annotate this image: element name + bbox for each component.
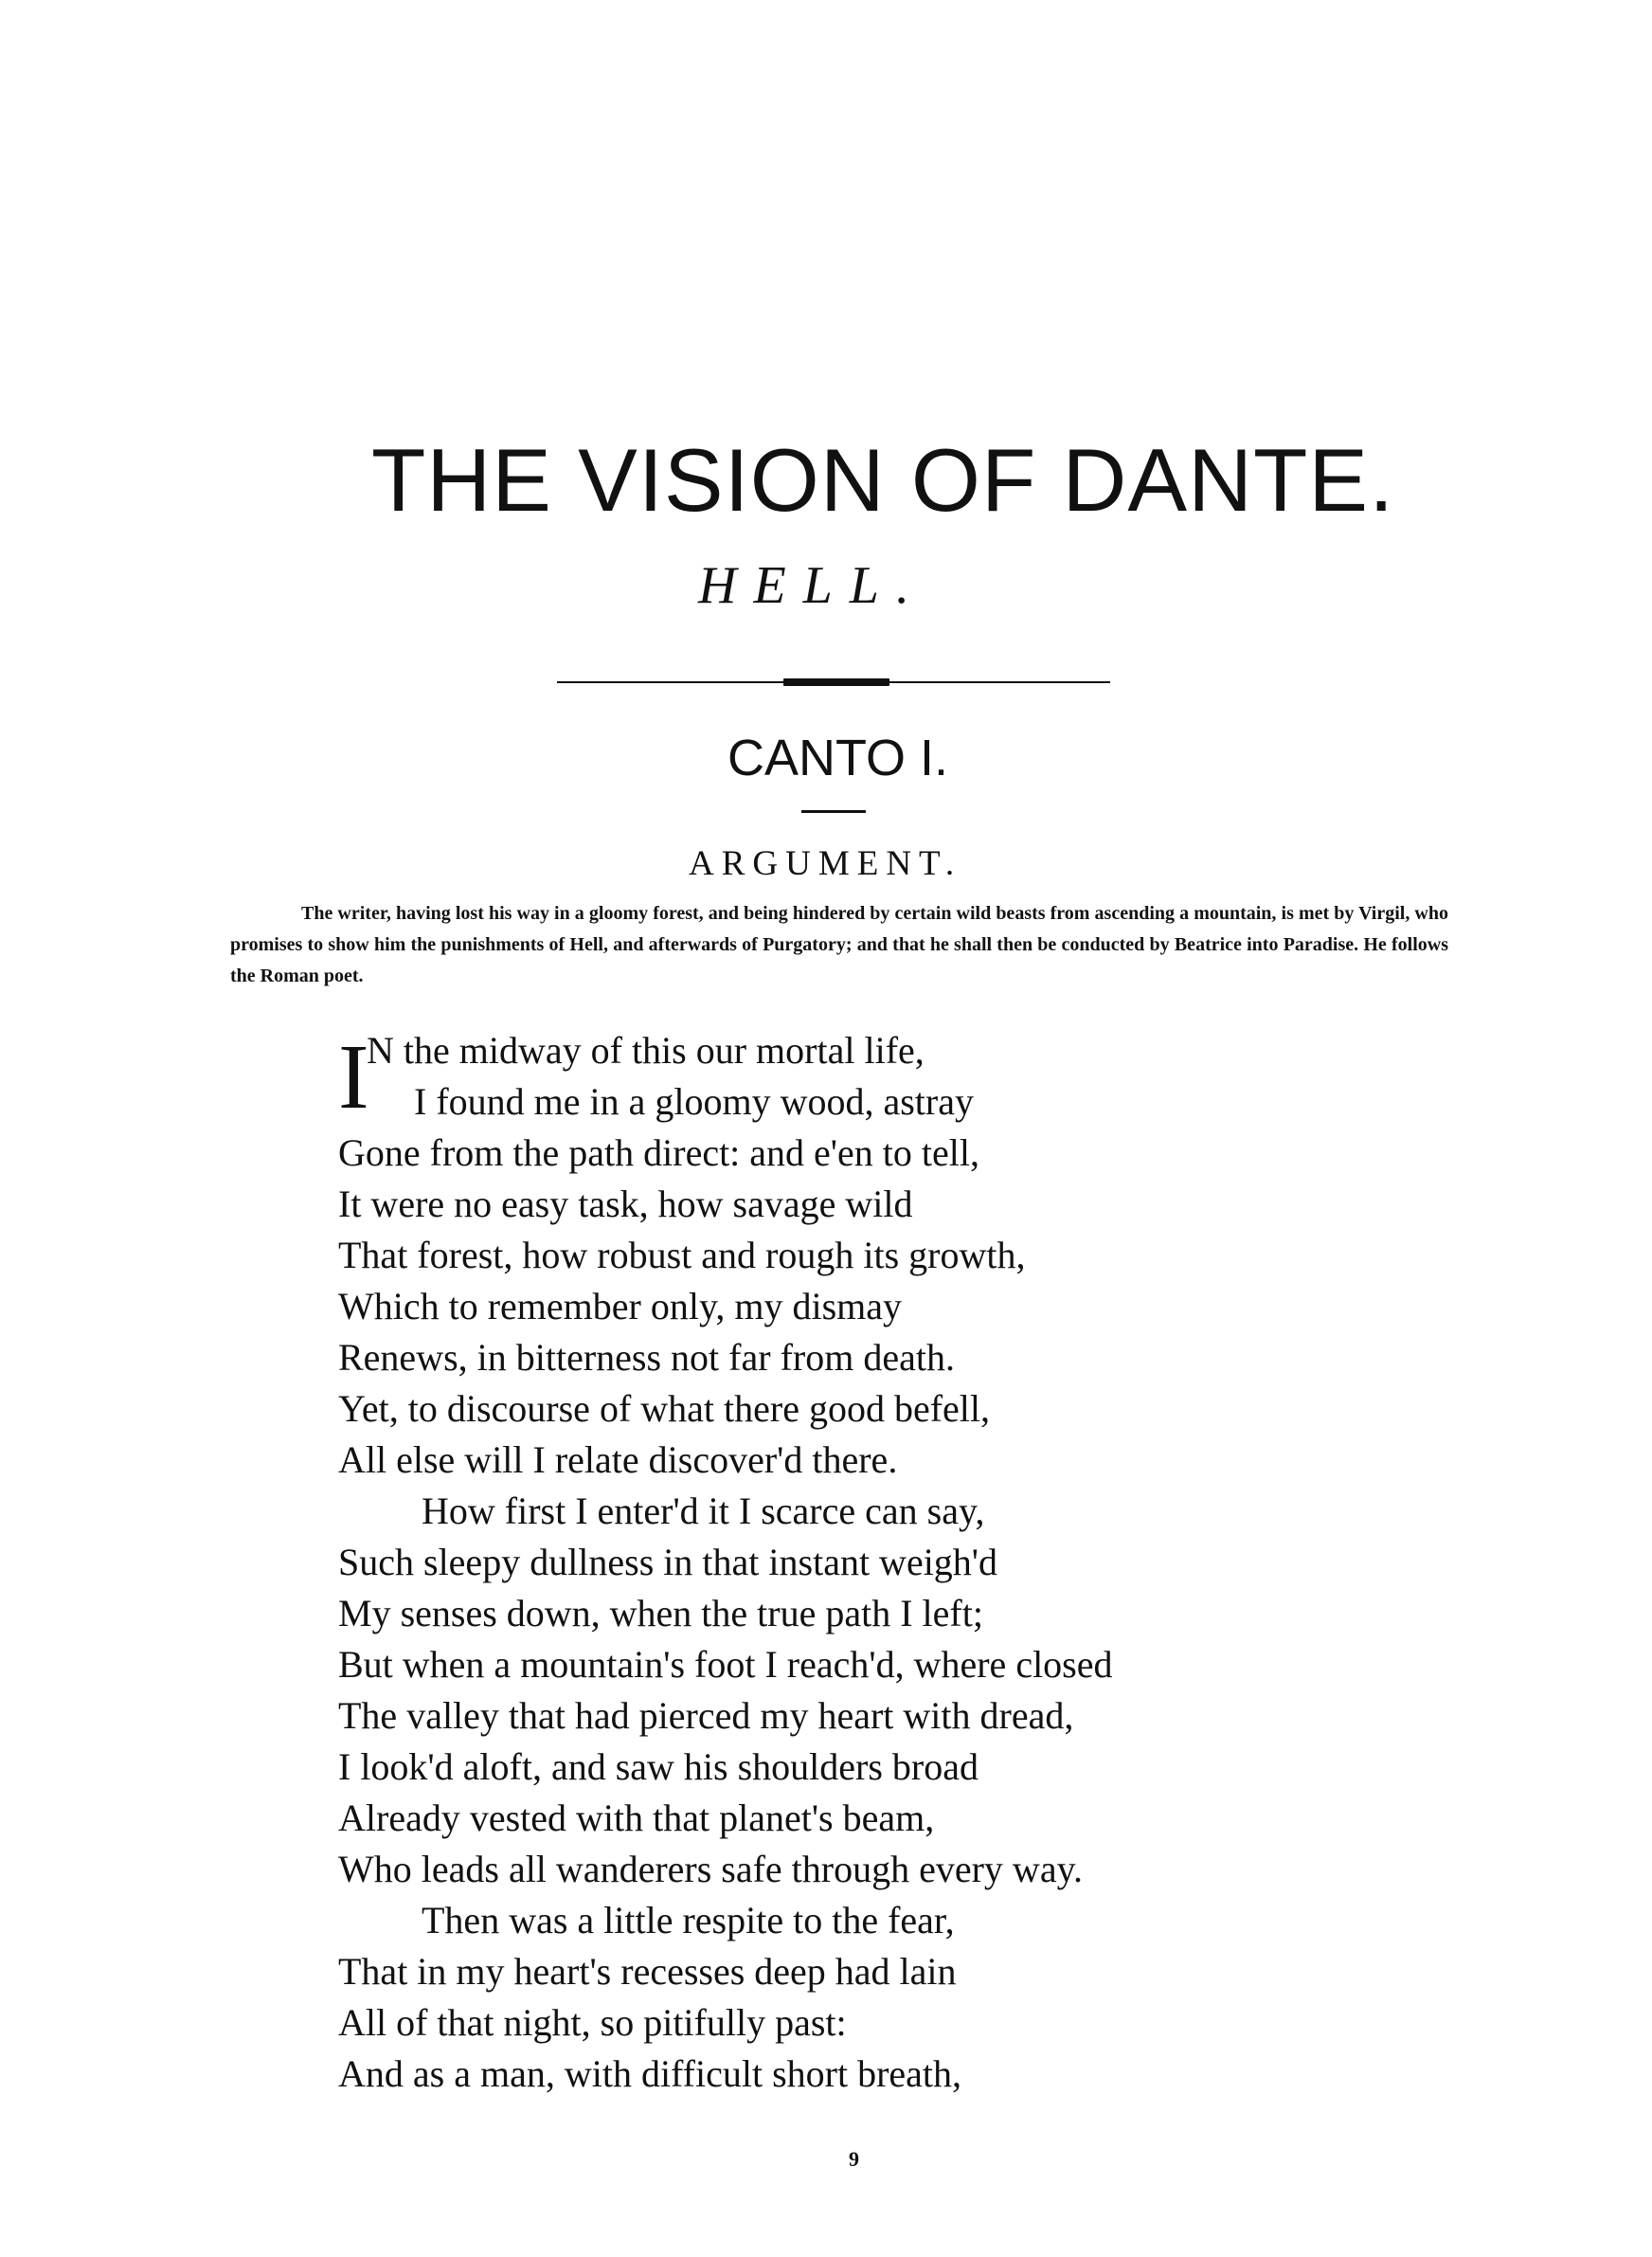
argument-text: The writer, having lost his way in a gloomy forest, and being hindered by certain wild beasts from ascending a mountain, is met by Virgil, who promises to show him the punishments of Hell, and afterwards of Purgatory; and that he shall then be conducted by Beatrice into Paradise. He follows the Roman poet. <box>230 903 1448 986</box>
argument-heading: ARGUMENT. <box>689 844 962 883</box>
verse-line: All else will I relate discover'd there. <box>338 1438 898 1481</box>
canto-divider <box>801 810 866 813</box>
part-subtitle: HELL. <box>698 556 926 615</box>
verse-line: N the midway of this our mortal life, <box>367 1029 925 1072</box>
verse-line: Who leads all wanderers safe through every way. <box>338 1848 1083 1890</box>
page-number: 9 <box>849 2147 859 2171</box>
verse-line: My senses down, when the true path I left; <box>338 1592 983 1634</box>
verse-line: Renews, in bitterness not far from death. <box>338 1336 955 1379</box>
verse-line: Which to remember only, my dismay <box>338 1285 903 1327</box>
verse-line: Yet, to discourse of what there good befell, <box>338 1387 991 1430</box>
verse-line: How first I enter'd it I scarce can say, <box>422 1490 985 1532</box>
verse-line: Already vested with that planet's beam, <box>338 1797 935 1839</box>
ornamental-rule-center <box>783 678 889 686</box>
verse-line: I look'd aloft, and saw his shoulders broad <box>338 1745 979 1788</box>
canto-heading: CANTO I. <box>727 730 949 786</box>
verse-line: All of that night, so pitifully past: <box>338 2001 847 2044</box>
verse-line: Gone from the path direct: and e'en to tell, <box>338 1131 979 1174</box>
drop-cap: I <box>338 1026 369 1128</box>
verse-line: That forest, how robust and rough its growth, <box>338 1234 1026 1276</box>
verse-line: It were no easy task, how savage wild <box>338 1183 913 1225</box>
verse-line: Then was a little respite to the fear, <box>422 1899 955 1941</box>
verse-line: That in my heart's recesses deep had lain <box>338 1950 957 1993</box>
verse-line: The valley that had pierced my heart with dread, <box>338 1694 1074 1737</box>
book-title: THE VISION OF DANTE. <box>371 430 1395 530</box>
verse-line: I found me in a gloomy wood, astray <box>414 1080 974 1123</box>
verse-line: Such sleepy dullness in that instant weigh'd <box>338 1541 998 1583</box>
verse-block <box>338 1025 1475 2100</box>
verse-line: But when a mountain's foot I reach'd, where closed <box>338 1643 1113 1686</box>
verse-line: And as a man, with difficult short breath, <box>338 2052 962 2095</box>
